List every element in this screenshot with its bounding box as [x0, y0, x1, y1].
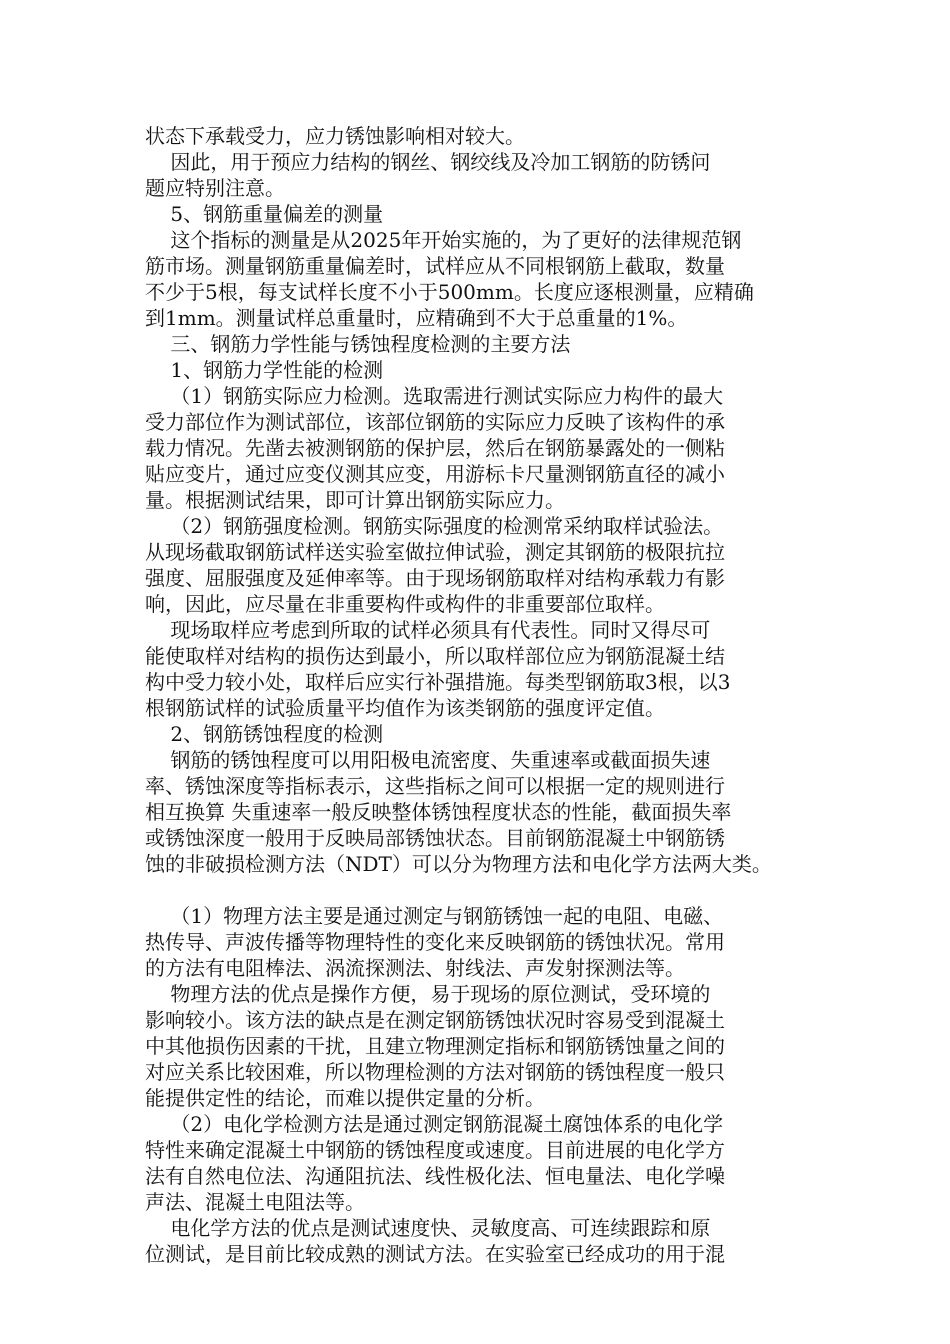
text-line: 从现场截取钢筋试样送实验室做拉伸试验，测定其钢筋的极限抗拉	[145, 540, 725, 564]
text-line: 能提供定性的结论，而难以提供定量的分析。	[145, 1086, 545, 1110]
text-line: 或锈蚀深度一般用于反映局部锈蚀状态。目前钢筋混凝土中钢筋锈	[145, 826, 725, 850]
blank-line	[145, 877, 825, 903]
text-line: 筋市场。测量钢筋重量偏差时，试样应从不同根钢筋上截取，数量	[145, 254, 725, 278]
text-line: 钢筋的锈蚀程度可以用阳极电流密度、失重速率或截面损失速	[145, 748, 711, 772]
text-line: 构中受力较小处，取样后应实行补强措施。每类型钢筋取3根，以3	[145, 670, 731, 694]
text-line: （1）钢筋实际应力检测。选取需进行测试实际应力构件的最大	[145, 384, 724, 408]
text-line: 影响较小。该方法的缺点是在测定钢筋锈蚀状况时容易受到混凝土	[145, 1008, 725, 1032]
text-line: （2）钢筋强度检测。钢筋实际强度的检测常采纳取样试验法。	[145, 514, 724, 538]
text-line: （1）物理方法主要是通过测定与钢筋锈蚀一起的电阻、电磁、	[145, 904, 724, 928]
text-line: 热传导、声波传播等物理特性的变化来反映钢筋的锈蚀状况。常用	[145, 930, 725, 954]
text-line: 相互换算 失重速率一般反映整体锈蚀程度状态的性能，截面损失率	[145, 800, 732, 824]
section-heading: 5、钢筋重量偏差的测量	[145, 202, 384, 226]
text-line: 物理方法的优点是操作方便，易于现场的原位测试，受环境的	[145, 982, 711, 1006]
text-line: 对应关系比较困难，所以物理检测的方法对钢筋的锈蚀程度一般只	[145, 1060, 725, 1084]
text-line: 声法、混凝土电阻法等。	[145, 1190, 365, 1214]
text-line: 率、锈蚀深度等指标表示，这些指标之间可以根据一定的规则进行	[145, 774, 725, 798]
text-line: 蚀的非破损检测方法（NDT）可以分为物理方法和电化学方法两大类。	[145, 852, 772, 876]
text-line: 电化学方法的优点是测试速度快、灵敏度高、可连续跟踪和原	[145, 1216, 711, 1240]
section-heading: 2、钢筋锈蚀程度的检测	[145, 722, 384, 746]
text-line: 这个指标的测量是从2025年开始实施的，为了更好的法律规范钢	[145, 228, 742, 252]
text-line: 的方法有电阻棒法、涡流探测法、射线法、声发射探测法等。	[145, 956, 685, 980]
text-line: 状态下承载受力，应力锈蚀影响相对较大。	[145, 124, 525, 148]
text-line: 量。根据测试结果，即可计算出钢筋实际应力。	[145, 488, 565, 512]
text-line: 题应特别注意。	[145, 176, 285, 200]
text-line: 载力情况。先凿去被测钢筋的保护层，然后在钢筋暴露处的一侧粘	[145, 436, 725, 460]
section-heading: 三、钢筋力学性能与锈蚀程度检测的主要方法	[145, 332, 571, 356]
text-line: 贴应变片，通过应变仪测其应变，用游标卡尺量测钢筋直径的减小	[145, 462, 725, 486]
text-line: 中其他损伤因素的干扰，且建立物理测定指标和钢筋锈蚀量之间的	[145, 1034, 725, 1058]
text-line: 能使取样对结构的损伤达到最小，所以取样部位应为钢筋混凝土结	[145, 644, 725, 668]
text-line: 位测试，是目前比较成熟的测试方法。在实验室已经成功的用于混	[145, 1242, 725, 1266]
text-line: 法有自然电位法、沟通阻抗法、线性极化法、恒电量法、电化学噪	[145, 1164, 725, 1188]
text-line: 根钢筋试样的试验质量平均值作为该类钢筋的强度评定值。	[145, 696, 665, 720]
text-line: 强度、屈服强度及延伸率等。由于现场钢筋取样对结构承载力有影	[145, 566, 725, 590]
text-line: （2）电化学检测方法是通过测定钢筋混凝土腐蚀体系的电化学	[145, 1112, 724, 1136]
text-line: 受力部位作为测试部位，该部位钢筋的实际应力反映了该构件的承	[145, 410, 725, 434]
text-line: 不少于5根，每支试样长度不小于500mm。长度应逐根测量，应精确	[145, 280, 754, 304]
text-line: 特性来确定混凝土中钢筋的锈蚀程度或速度。目前进展的电化学方	[145, 1138, 725, 1162]
text-line: 因此，用于预应力结构的钢丝、钢绞线及冷加工钢筋的防锈问	[145, 150, 711, 174]
text-line: 响，因此，应尽量在非重要构件或构件的非重要部位取样。	[145, 592, 665, 616]
text-line: 现场取样应考虑到所取的试样必须具有代表性。同时又得尽可	[145, 618, 711, 642]
section-heading: 1、钢筋力学性能的检测	[145, 358, 384, 382]
text-line: 到1mm。测量试样总重量时，应精确到不大于总重量的1%。	[145, 306, 688, 330]
